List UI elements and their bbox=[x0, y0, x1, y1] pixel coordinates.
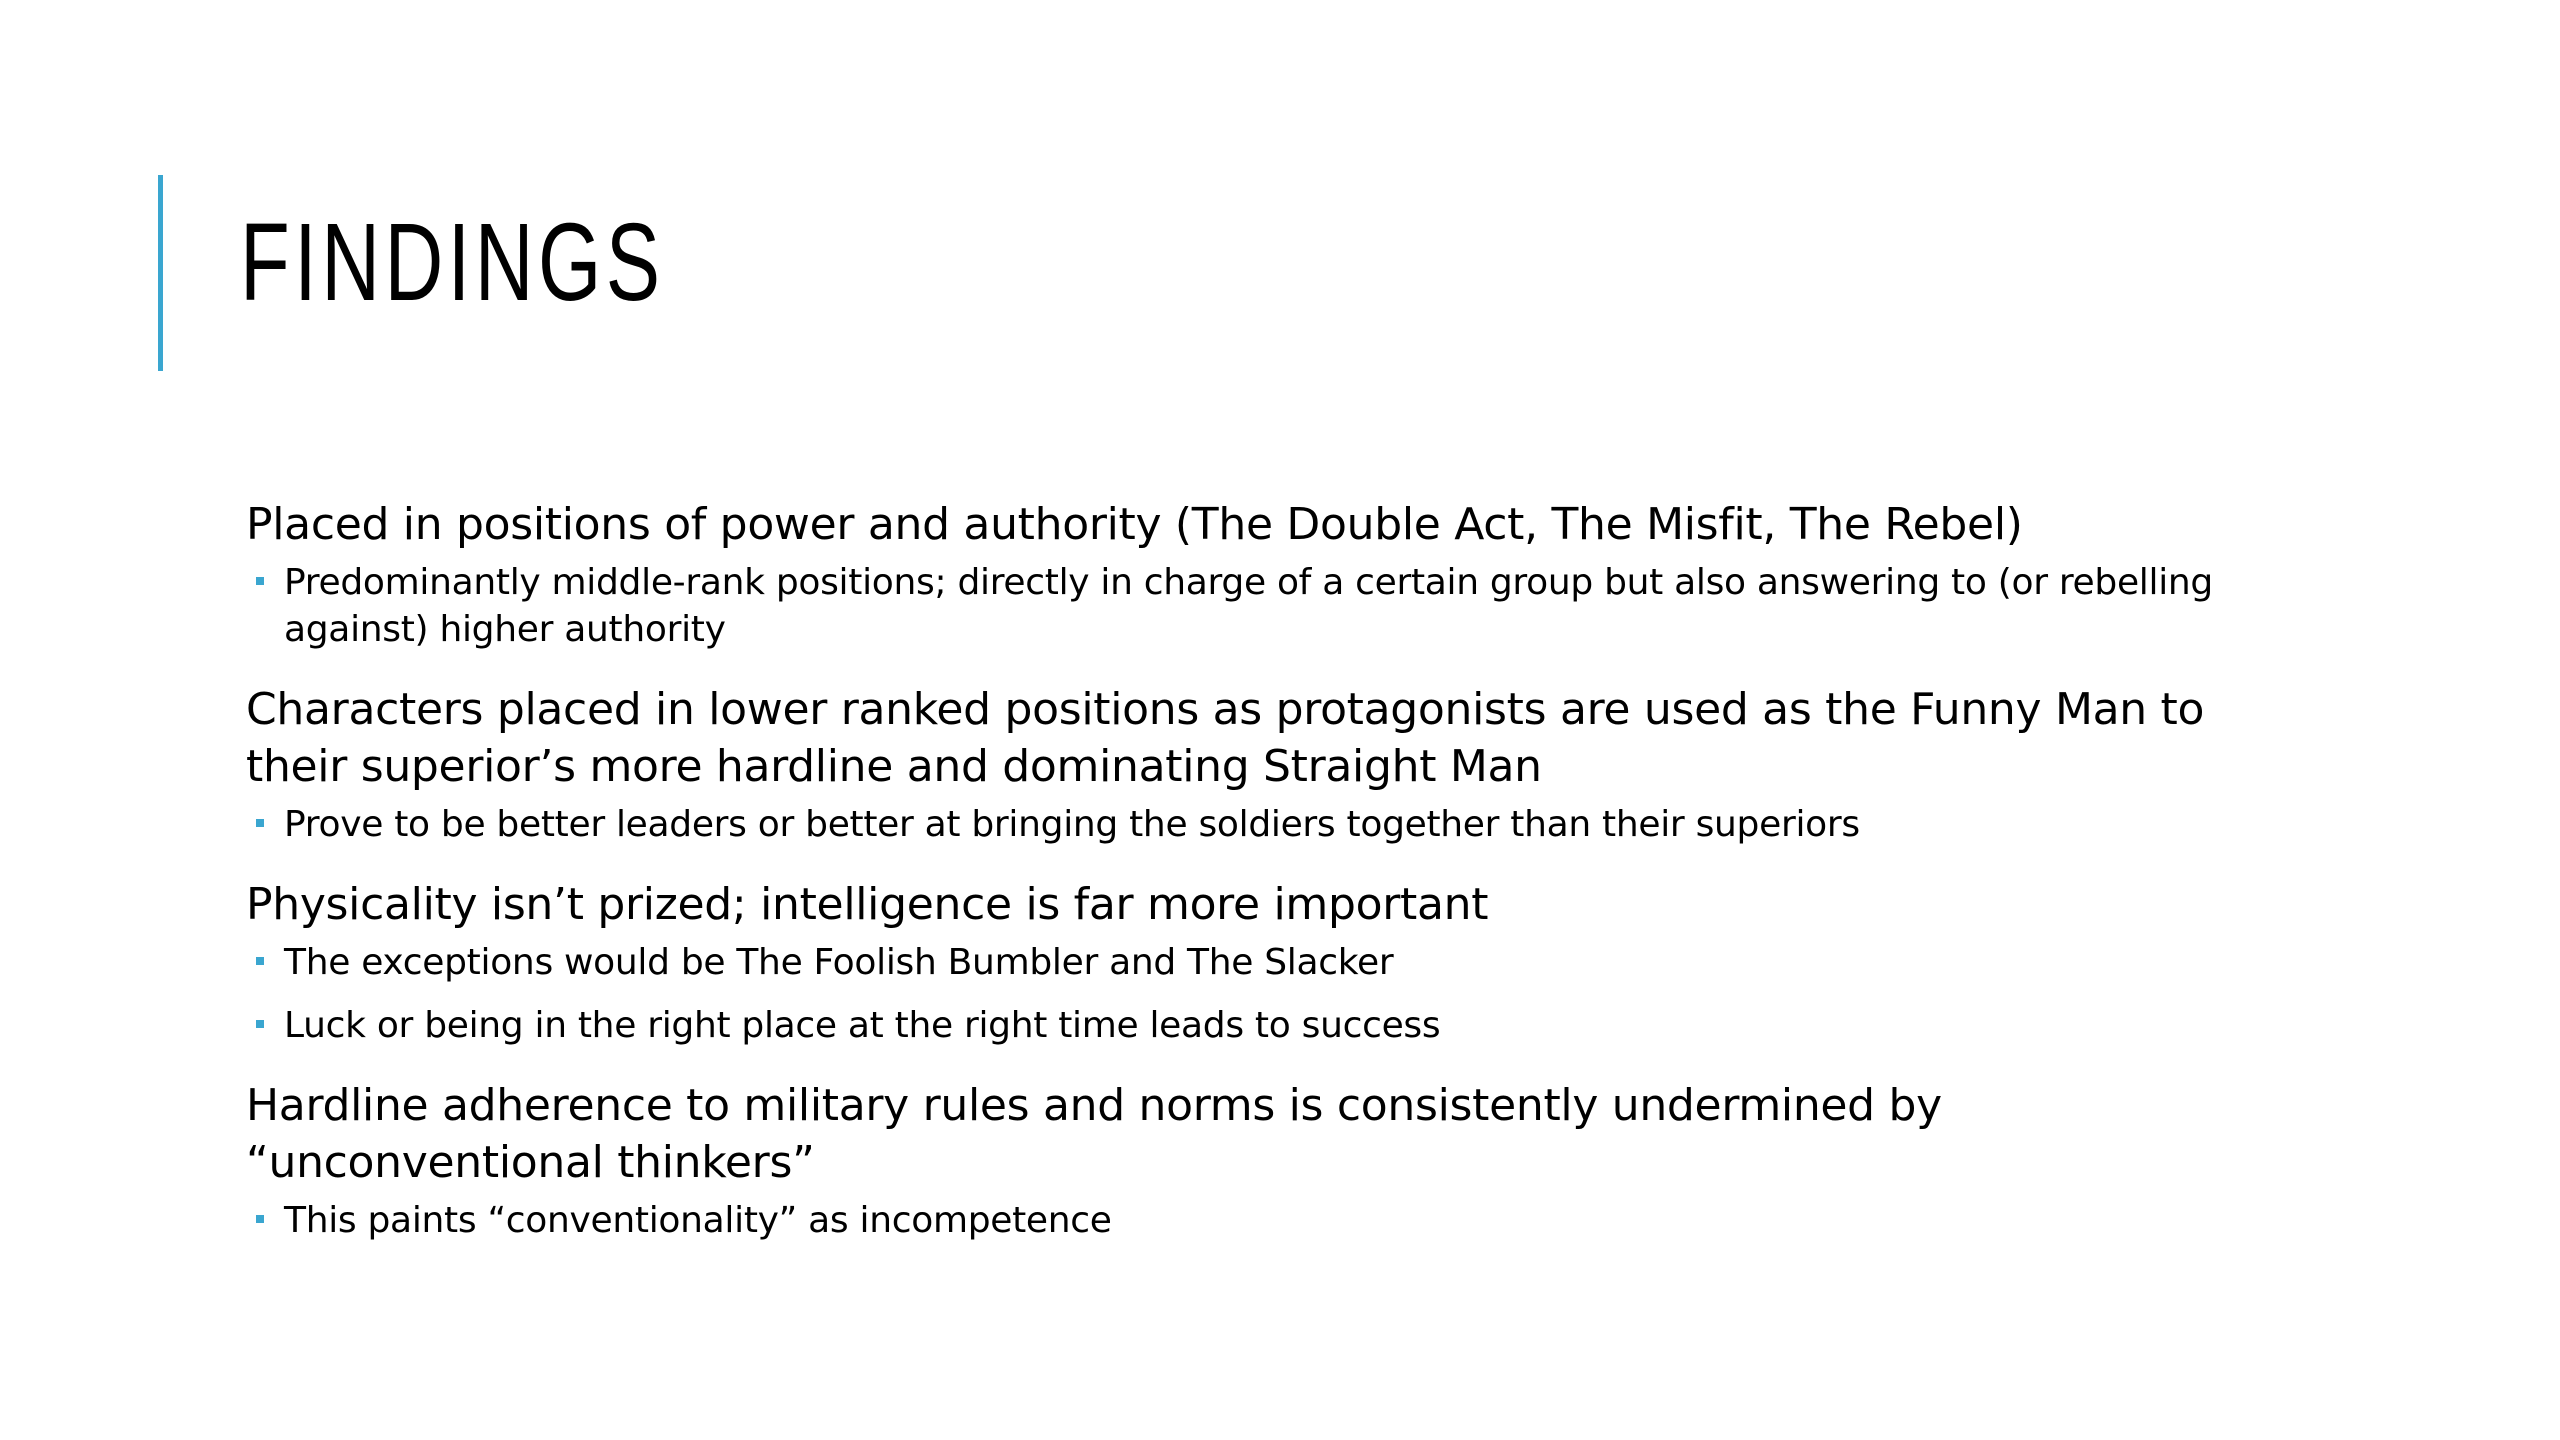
bullet-point-text: Hardline adherence to military rules and norms is consistently undermined by “unconventional thinkers” bbox=[246, 1080, 1942, 1188]
bullet-point-text: Placed in positions of power and authority (The Double Act, The Misfit, The Rebel) bbox=[246, 499, 2023, 550]
sub-bullet-item bbox=[246, 801, 2266, 848]
slide-content bbox=[246, 496, 2266, 1260]
slide-title: FINDINGS bbox=[240, 201, 665, 324]
sub-bullet-item bbox=[246, 1002, 2266, 1049]
sub-bullet-list bbox=[246, 801, 2266, 848]
bullet-point bbox=[246, 496, 2266, 653]
square-bullet-icon bbox=[256, 577, 264, 585]
sub-bullet-text: The exceptions would be The Foolish Bumbler and The Slacker bbox=[284, 942, 1394, 983]
bullet-point-text: Physicality isn’t prized; intelligence is far more important bbox=[246, 879, 1489, 930]
sub-bullet-list bbox=[246, 1197, 2266, 1244]
sub-bullet-list bbox=[246, 559, 2266, 653]
sub-bullet-list bbox=[246, 939, 2266, 1049]
sub-bullet-text: This paints “conventionality” as incompetence bbox=[284, 1200, 1112, 1241]
bullet-point-text: Characters placed in lower ranked positions as protagonists are used as the Funny Man to their superior’s more hardline and dominating Straight Man bbox=[246, 684, 2205, 792]
square-bullet-icon bbox=[256, 957, 264, 965]
sub-bullet-item bbox=[246, 939, 2266, 986]
title-accent-bar bbox=[158, 175, 163, 371]
sub-bullet-text: Luck or being in the right place at the right time leads to success bbox=[284, 1005, 1441, 1046]
bullet-point bbox=[246, 681, 2266, 848]
bullet-point bbox=[246, 1077, 2266, 1244]
sub-bullet-item bbox=[246, 559, 2266, 653]
sub-bullet-text: Predominantly middle-rank positions; directly in charge of a certain group but also answering to (or rebelling against) higher authority bbox=[284, 562, 2213, 650]
square-bullet-icon bbox=[256, 1215, 264, 1223]
sub-bullet-item bbox=[246, 1197, 2266, 1244]
square-bullet-icon bbox=[256, 1020, 264, 1028]
square-bullet-icon bbox=[256, 819, 264, 827]
sub-bullet-text: Prove to be better leaders or better at bringing the soldiers together than their superiors bbox=[284, 804, 1860, 845]
bullet-point bbox=[246, 876, 2266, 1049]
